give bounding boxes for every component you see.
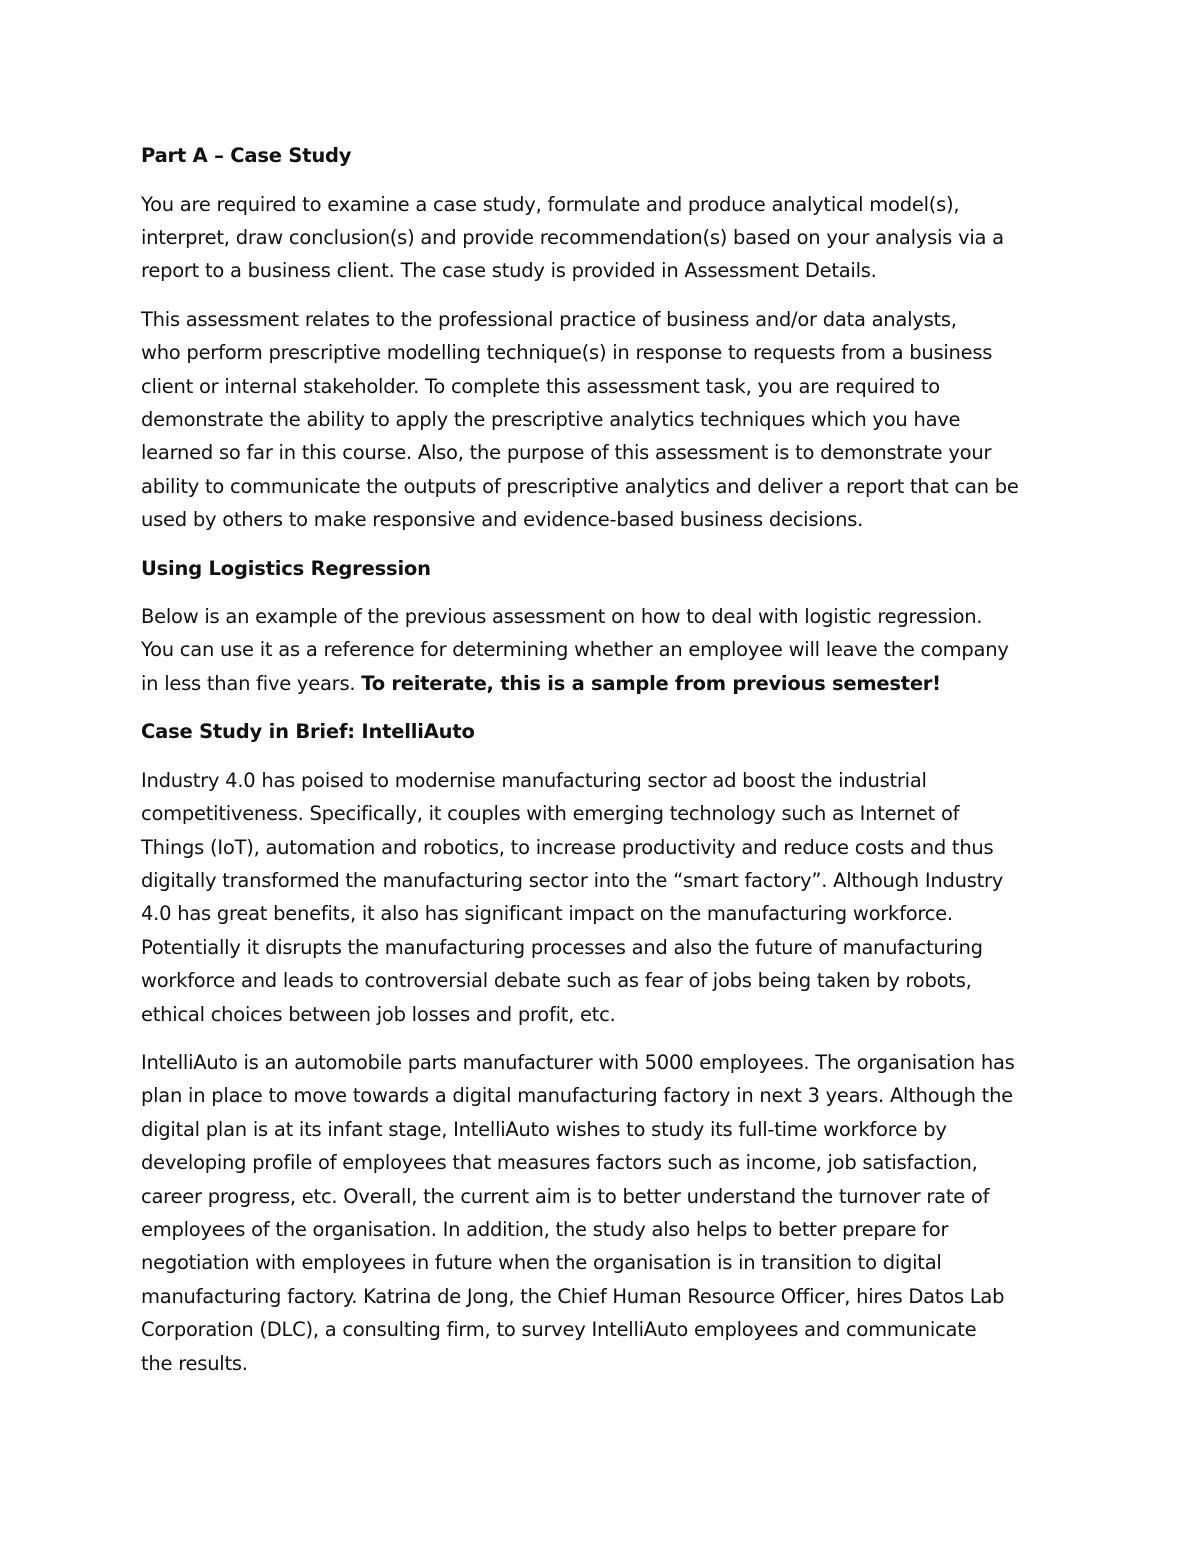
text-line: client or internal stakeholder. To complete this assessment task, you are required to (141, 374, 940, 398)
logistics-paragraph (141, 600, 1066, 700)
text-line: workforce and leads to controversial debate such as fear of jobs being taken by robots, (141, 969, 972, 993)
text-line: plan in place to move towards a digital manufacturing factory in next 3 years. Although the (141, 1084, 1013, 1108)
text-line: career progress, etc. Overall, the current aim is to better understand the turnover rate of (141, 1184, 990, 1208)
text-line: This assessment relates to the professional practice of business and/or data analysts, (141, 307, 957, 331)
text-line: 4.0 has great benefits, it also has significant impact on the manufacturing workforce. (141, 902, 953, 926)
text-line: IntelliAuto is an automobile parts manufacturer with 5000 employees. The organisation has (141, 1051, 1015, 1075)
text-line: ability to communicate the outputs of prescriptive analytics and deliver a report that can be (141, 474, 1019, 498)
text-line: digital plan is at its infant stage, IntelliAuto wishes to study its full-time workforce by (141, 1117, 947, 1141)
text-line: report to a business client. The case study is provided in Assessment Details. (141, 259, 877, 283)
text-line: negotiation with employees in future when the organisation is in transition to digital (141, 1251, 942, 1275)
text-segment: in less than five years. (141, 671, 362, 695)
text-line: the results. (141, 1351, 248, 1375)
text-line: Below is an example of the previous assessment on how to deal with logistic regression. (141, 605, 983, 629)
text-line: ethical choices between job losses and profit, etc. (141, 1002, 616, 1026)
text-line: developing profile of employees that measures factors such as income, job satisfaction, (141, 1151, 978, 1175)
text-line: competitiveness. Specifically, it couples with emerging technology such as Internet of (141, 802, 960, 826)
logistics-regression-heading: Using Logistics Regression (141, 556, 431, 580)
text-line: manufacturing factory. Katrina de Jong, the Chief Human Resource Officer, hires Datos Lab (141, 1284, 1005, 1308)
text-line: demonstrate the ability to apply the prescriptive analytics techniques which you have (141, 407, 961, 431)
text-line: You can use it as a reference for determining whether an employee will leave the company (141, 638, 1009, 662)
case-study-brief-heading: Case Study in Brief: IntelliAuto (141, 720, 475, 744)
text-line: learned so far in this course. Also, the purpose of this assessment is to demonstrate your (141, 441, 992, 465)
text-line: employees of the organisation. In addition, the study also helps to better prepare for (141, 1218, 949, 1242)
part-a-paragraph-2 (141, 303, 1066, 537)
text-line: interpret, draw conclusion(s) and provide recommendation(s) based on your analysis via a (141, 225, 1004, 249)
text-line-mixed (141, 667, 1066, 700)
text-line: who perform prescriptive modelling technique(s) in response to requests from a business (141, 341, 993, 365)
text-line: used by others to make responsive and evidence-based business decisions. (141, 508, 864, 532)
part-a-paragraph-1 (141, 188, 1066, 288)
text-line: You are required to examine a case study, formulate and produce analytical model(s), (141, 192, 960, 216)
text-line: Corporation (DLC), a consulting firm, to survey IntelliAuto employees and communicate (141, 1318, 977, 1342)
part-a-heading: Part A – Case Study (141, 144, 352, 167)
text-line: Industry 4.0 has poised to modernise manufacturing sector ad boost the industrial (141, 768, 927, 792)
case-brief-paragraph-2 (141, 1046, 1066, 1380)
text-line: digitally transformed the manufacturing sector into the “smart factory”. Although Industry (141, 869, 1004, 892)
case-brief-paragraph-1 (141, 764, 1066, 1031)
document-body (141, 139, 1066, 1395)
text-line: Potentially it disrupts the manufacturing processes and also the future of manufacturing (141, 935, 983, 959)
text-line: Things (IoT), automation and robotics, to increase productivity and reduce costs and thus (141, 835, 994, 859)
reiterate-note: To reiterate, this is a sample from previous semester! (361, 671, 941, 695)
